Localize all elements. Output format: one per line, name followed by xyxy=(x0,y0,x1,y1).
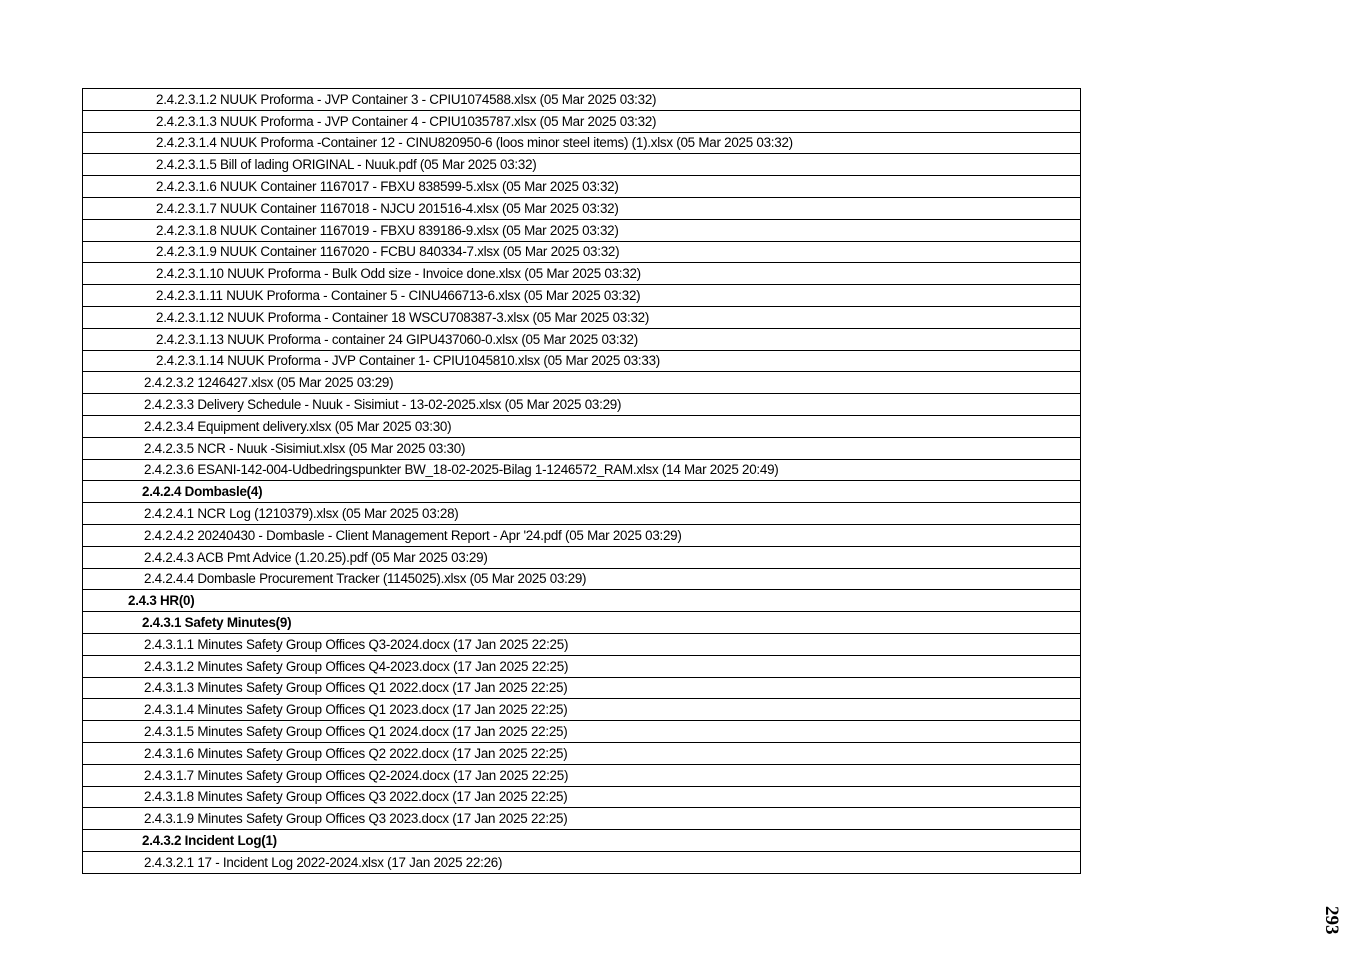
index-file-entry: 2.4.3.2.1 17 - Incident Log 2022-2024.xlsx (17 Jan 2025 22:26) xyxy=(83,852,1080,874)
page-number: 293 xyxy=(1321,906,1342,935)
index-file-entry: 2.4.3.1.9 Minutes Safety Group Offices Q3 2023.docx (17 Jan 2025 22:25) xyxy=(83,808,1080,830)
index-section-heading: 2.4.2.4 Dombasle(4) xyxy=(83,481,1080,503)
index-section-heading: 2.4.3.2 Incident Log(1) xyxy=(83,830,1080,852)
index-file-entry: 2.4.2.3.1.14 NUUK Proforma - JVP Container 1- CPIU1045810.xlsx (05 Mar 2025 03:33) xyxy=(83,351,1080,373)
index-file-entry: 2.4.3.1.1 Minutes Safety Group Offices Q3-2024.docx (17 Jan 2025 22:25) xyxy=(83,634,1080,656)
index-file-entry: 2.4.2.3.4 Equipment delivery.xlsx (05 Mar 2025 03:30) xyxy=(83,416,1080,438)
index-file-entry: 2.4.2.4.3 ACB Pmt Advice (1.20.25).pdf (05 Mar 2025 03:29) xyxy=(83,547,1080,569)
index-file-entry: 2.4.2.3.1.12 NUUK Proforma - Container 18 WSCU708387-3.xlsx (05 Mar 2025 03:32) xyxy=(83,307,1080,329)
index-file-entry: 2.4.2.3.1.5 Bill of lading ORIGINAL - Nuuk.pdf (05 Mar 2025 03:32) xyxy=(83,154,1080,176)
index-section-heading: 2.4.3.1 Safety Minutes(9) xyxy=(83,612,1080,634)
index-file-entry: 2.4.2.3.1.3 NUUK Proforma - JVP Container 4 - CPIU1035787.xlsx (05 Mar 2025 03:32) xyxy=(83,111,1080,133)
index-file-entry: 2.4.2.3.5 NCR - Nuuk -Sisimiut.xlsx (05 Mar 2025 03:30) xyxy=(83,438,1080,460)
index-file-entry: 2.4.3.1.4 Minutes Safety Group Offices Q1 2023.docx (17 Jan 2025 22:25) xyxy=(83,699,1080,721)
index-file-entry: 2.4.2.3.1.6 NUUK Container 1167017 - FBXU 838599-5.xlsx (05 Mar 2025 03:32) xyxy=(83,176,1080,198)
index-section-heading: 2.4.3 HR(0) xyxy=(83,590,1080,612)
index-file-entry: 2.4.2.3.1.13 NUUK Proforma - container 24 GIPU437060-0.xlsx (05 Mar 2025 03:32) xyxy=(83,329,1080,351)
index-file-entry: 2.4.3.1.2 Minutes Safety Group Offices Q4-2023.docx (17 Jan 2025 22:25) xyxy=(83,656,1080,678)
index-file-entry: 2.4.2.3.6 ESANI-142-004-Udbedringspunkter BW_18-02-2025-Bilag 1-1246572_RAM.xlsx (14 Mar 2025 20:49) xyxy=(83,460,1080,482)
index-file-entry: 2.4.2.4.4 Dombasle Procurement Tracker (1145025).xlsx (05 Mar 2025 03:29) xyxy=(83,569,1080,591)
index-file-entry: 2.4.2.3.1.10 NUUK Proforma - Bulk Odd size - Invoice done.xlsx (05 Mar 2025 03:32) xyxy=(83,263,1080,285)
index-file-entry: 2.4.2.3.3 Delivery Schedule - Nuuk - Sisimiut - 13-02-2025.xlsx (05 Mar 2025 03:29) xyxy=(83,394,1080,416)
index-file-entry: 2.4.3.1.5 Minutes Safety Group Offices Q1 2024.docx (17 Jan 2025 22:25) xyxy=(83,721,1080,743)
index-file-entry: 2.4.3.1.6 Minutes Safety Group Offices Q2 2022.docx (17 Jan 2025 22:25) xyxy=(83,743,1080,765)
index-file-entry: 2.4.2.3.2 1246427.xlsx (05 Mar 2025 03:29) xyxy=(83,372,1080,394)
document-index-table xyxy=(82,88,1081,874)
index-file-entry: 2.4.2.3.1.9 NUUK Container 1167020 - FCBU 840334-7.xlsx (05 Mar 2025 03:32) xyxy=(83,242,1080,264)
index-file-entry: 2.4.2.3.1.11 NUUK Proforma - Container 5 - CINU466713-6.xlsx (05 Mar 2025 03:32) xyxy=(83,285,1080,307)
index-file-entry: 2.4.2.3.1.4 NUUK Proforma -Container 12 - CINU820950-6 (loos minor steel items) (1).xlsx (05 Mar 2025 03:32) xyxy=(83,133,1080,155)
index-file-entry: 2.4.2.4.2 20240430 - Dombasle - Client Management Report - Apr '24.pdf (05 Mar 2025 03:29) xyxy=(83,525,1080,547)
index-file-entry: 2.4.3.1.3 Minutes Safety Group Offices Q1 2022.docx (17 Jan 2025 22:25) xyxy=(83,678,1080,700)
index-file-entry: 2.4.2.3.1.7 NUUK Container 1167018 - NJCU 201516-4.xlsx (05 Mar 2025 03:32) xyxy=(83,198,1080,220)
index-file-entry: 2.4.2.4.1 NCR Log (1210379).xlsx (05 Mar 2025 03:28) xyxy=(83,503,1080,525)
index-file-entry: 2.4.2.3.1.8 NUUK Container 1167019 - FBXU 839186-9.xlsx (05 Mar 2025 03:32) xyxy=(83,220,1080,242)
index-file-entry: 2.4.3.1.7 Minutes Safety Group Offices Q2-2024.docx (17 Jan 2025 22:25) xyxy=(83,765,1080,787)
index-file-entry: 2.4.3.1.8 Minutes Safety Group Offices Q3 2022.docx (17 Jan 2025 22:25) xyxy=(83,787,1080,809)
index-file-entry: 2.4.2.3.1.2 NUUK Proforma - JVP Container 3 - CPIU1074588.xlsx (05 Mar 2025 03:32) xyxy=(83,89,1080,111)
